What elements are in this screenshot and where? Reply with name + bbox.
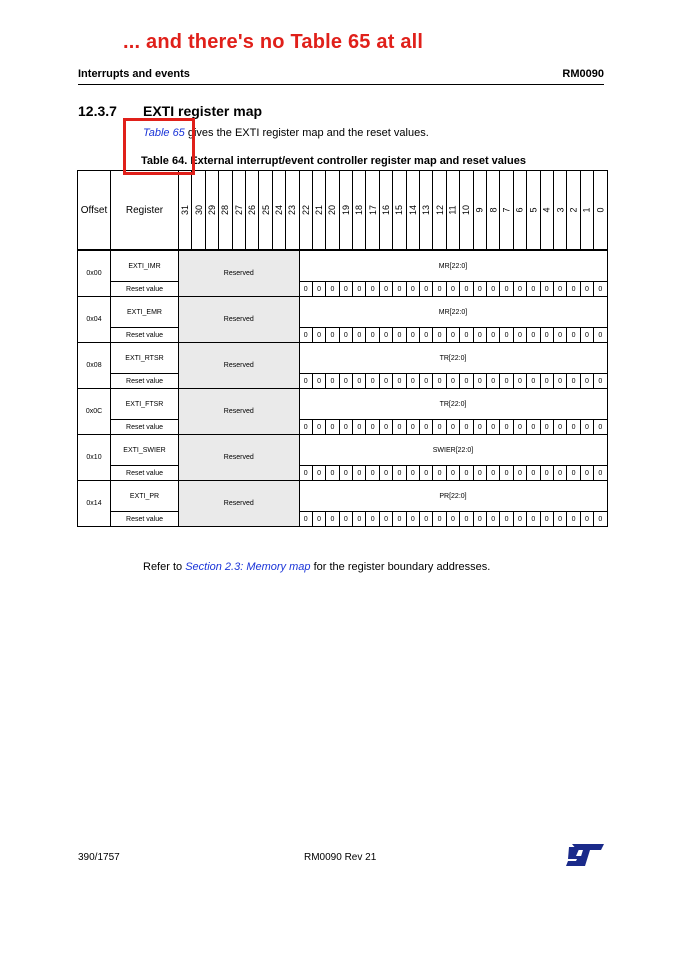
reset-bit: 0 xyxy=(393,420,406,435)
reset-bit: 0 xyxy=(393,512,406,527)
reset-bit: 0 xyxy=(312,420,325,435)
reset-bit: 0 xyxy=(513,512,526,527)
reset-bit: 0 xyxy=(366,466,379,481)
bit-header xyxy=(553,171,566,251)
reset-bit: 0 xyxy=(486,374,499,389)
bit-header xyxy=(500,171,513,251)
bit-header xyxy=(272,171,285,251)
reset-bit: 0 xyxy=(366,374,379,389)
bit-number: 14 xyxy=(407,204,418,216)
reset-bit: 0 xyxy=(513,374,526,389)
header-rule xyxy=(78,84,604,85)
bit-field: PR[22:0] xyxy=(299,481,607,512)
register-offset: 0x00 xyxy=(78,250,111,297)
reset-row xyxy=(78,282,608,297)
reset-bit: 0 xyxy=(326,374,339,389)
reset-row xyxy=(78,374,608,389)
reset-bit: 0 xyxy=(500,282,513,297)
reset-bit: 0 xyxy=(594,466,607,481)
reset-bit: 0 xyxy=(486,328,499,343)
reset-bit: 0 xyxy=(580,512,593,527)
bit-number: 31 xyxy=(180,204,191,216)
reset-bit: 0 xyxy=(540,374,553,389)
bit-header xyxy=(286,171,299,251)
reset-bit: 0 xyxy=(446,328,459,343)
bit-number: 1 xyxy=(581,207,592,213)
annotation-title: ... and there's no Table 65 at all xyxy=(123,31,424,53)
bit-header xyxy=(192,171,205,251)
reset-bit: 0 xyxy=(460,420,473,435)
bit-header xyxy=(205,171,218,251)
bit-number: 29 xyxy=(206,204,217,216)
register-name: EXTI_IMR xyxy=(111,250,179,282)
reset-bit: 0 xyxy=(299,420,312,435)
reset-bit: 0 xyxy=(312,282,325,297)
bit-number: 12 xyxy=(434,204,445,216)
refer-paragraph xyxy=(143,561,490,573)
bit-header xyxy=(312,171,325,251)
reset-bit: 0 xyxy=(446,466,459,481)
bit-number: 19 xyxy=(340,204,351,216)
reset-bit: 0 xyxy=(339,282,352,297)
bit-header xyxy=(379,171,392,251)
bit-header xyxy=(486,171,499,251)
reset-value-label: Reset value xyxy=(111,512,179,527)
register-name: EXTI_RTSR xyxy=(111,343,179,374)
reset-bit: 0 xyxy=(326,328,339,343)
reset-bit: 0 xyxy=(433,466,446,481)
bit-number: 28 xyxy=(220,204,231,216)
reset-row xyxy=(78,466,608,481)
reset-bit: 0 xyxy=(567,512,580,527)
reset-bit: 0 xyxy=(312,328,325,343)
table-row xyxy=(78,297,608,328)
reserved-field: Reserved xyxy=(179,297,300,343)
bit-header xyxy=(460,171,473,251)
page-header-chapter: Interrupts and events xyxy=(78,68,190,80)
bit-number: 18 xyxy=(354,204,365,216)
reset-bit: 0 xyxy=(420,512,433,527)
reset-bit: 0 xyxy=(353,328,366,343)
reserved-field: Reserved xyxy=(179,343,300,389)
doc-revision: RM0090 Rev 21 xyxy=(304,852,377,863)
bit-header xyxy=(366,171,379,251)
register-map-table xyxy=(77,170,608,527)
reset-bit: 0 xyxy=(339,512,352,527)
reset-bit: 0 xyxy=(379,466,392,481)
register-name: EXTI_PR xyxy=(111,481,179,512)
reset-bit: 0 xyxy=(540,466,553,481)
bit-number: 21 xyxy=(314,204,325,216)
reset-bit: 0 xyxy=(326,282,339,297)
reset-bit: 0 xyxy=(540,512,553,527)
bit-number: 4 xyxy=(541,207,552,213)
bit-number: 2 xyxy=(568,207,579,213)
table-row xyxy=(78,250,608,282)
section-title: EXTI register map xyxy=(143,103,263,119)
bit-header xyxy=(567,171,580,251)
bit-number: 9 xyxy=(474,207,485,213)
reset-bit: 0 xyxy=(486,466,499,481)
reset-bit: 0 xyxy=(353,420,366,435)
bit-header xyxy=(527,171,540,251)
reset-bit: 0 xyxy=(339,328,352,343)
reset-bit: 0 xyxy=(393,328,406,343)
bit-header xyxy=(245,171,258,251)
reset-bit: 0 xyxy=(366,282,379,297)
reset-bit: 0 xyxy=(379,420,392,435)
register-offset: 0x0C xyxy=(78,389,111,435)
reset-bit: 0 xyxy=(420,328,433,343)
reset-bit: 0 xyxy=(527,282,540,297)
reserved-field: Reserved xyxy=(179,389,300,435)
bit-header xyxy=(326,171,339,251)
bit-number: 25 xyxy=(260,204,271,216)
reset-bit: 0 xyxy=(460,282,473,297)
reset-bit: 0 xyxy=(406,374,419,389)
bit-field: TR[22:0] xyxy=(299,389,607,420)
reset-bit: 0 xyxy=(473,374,486,389)
reset-bit: 0 xyxy=(299,282,312,297)
reset-bit: 0 xyxy=(460,512,473,527)
reset-bit: 0 xyxy=(473,420,486,435)
bit-number: 26 xyxy=(247,204,258,216)
reset-bit: 0 xyxy=(460,466,473,481)
bit-number: 13 xyxy=(421,204,432,216)
reset-bit: 0 xyxy=(312,374,325,389)
table-row xyxy=(78,435,608,466)
reset-bit: 0 xyxy=(353,282,366,297)
reset-bit: 0 xyxy=(299,374,312,389)
reset-bit: 0 xyxy=(420,282,433,297)
reset-bit: 0 xyxy=(540,282,553,297)
reset-bit: 0 xyxy=(473,328,486,343)
table-caption: Table 64. External interrupt/event controller register map and reset values xyxy=(141,155,526,167)
bit-number: 6 xyxy=(514,207,525,213)
reset-bit: 0 xyxy=(473,466,486,481)
reset-bit: 0 xyxy=(326,420,339,435)
intro-text: gives the EXTI register map and the reset values. xyxy=(184,127,429,139)
reset-bit: 0 xyxy=(553,420,566,435)
reset-bit: 0 xyxy=(486,512,499,527)
reset-bit: 0 xyxy=(379,512,392,527)
reset-bit: 0 xyxy=(406,466,419,481)
reset-bit: 0 xyxy=(567,282,580,297)
reset-row xyxy=(78,420,608,435)
reset-bit: 0 xyxy=(567,420,580,435)
reset-bit: 0 xyxy=(366,420,379,435)
bit-header xyxy=(513,171,526,251)
reset-bit: 0 xyxy=(527,512,540,527)
reset-bit: 0 xyxy=(433,282,446,297)
bit-number: 3 xyxy=(555,207,566,213)
bit-field: MR[22:0] xyxy=(299,297,607,328)
bit-header xyxy=(594,171,607,251)
bit-header xyxy=(406,171,419,251)
reset-bit: 0 xyxy=(406,420,419,435)
bit-header xyxy=(420,171,433,251)
reset-bit: 0 xyxy=(353,374,366,389)
bit-header xyxy=(339,171,352,251)
bit-header xyxy=(219,171,232,251)
bit-header xyxy=(540,171,553,251)
reset-bit: 0 xyxy=(486,420,499,435)
reset-row xyxy=(78,328,608,343)
memory-map-link[interactable]: Section 2.3: Memory map xyxy=(185,561,311,573)
reset-bit: 0 xyxy=(446,512,459,527)
reset-bit: 0 xyxy=(339,374,352,389)
table-row xyxy=(78,481,608,512)
bit-field: MR[22:0] xyxy=(299,250,607,282)
reset-value-label: Reset value xyxy=(111,420,179,435)
bit-number: 8 xyxy=(488,207,499,213)
reset-bit: 0 xyxy=(326,466,339,481)
reset-bit: 0 xyxy=(567,466,580,481)
reset-bit: 0 xyxy=(446,282,459,297)
reset-bit: 0 xyxy=(553,282,566,297)
reserved-field: Reserved xyxy=(179,435,300,481)
reset-bit: 0 xyxy=(580,374,593,389)
reset-bit: 0 xyxy=(366,328,379,343)
reset-bit: 0 xyxy=(460,374,473,389)
table-65-link[interactable]: Table 65 xyxy=(143,127,185,139)
bit-number: 17 xyxy=(367,204,378,216)
reserved-field: Reserved xyxy=(179,250,300,297)
reset-bit: 0 xyxy=(353,512,366,527)
offset-header: Offset xyxy=(78,171,111,251)
bit-field: SWIER[22:0] xyxy=(299,435,607,466)
bit-header xyxy=(353,171,366,251)
bit-number: 11 xyxy=(448,205,458,215)
bit-number: 20 xyxy=(327,204,338,216)
section-number: 12.3.7 xyxy=(78,103,117,119)
reset-bit: 0 xyxy=(527,466,540,481)
register-offset: 0x04 xyxy=(78,297,111,343)
reset-value-label: Reset value xyxy=(111,328,179,343)
register-offset: 0x10 xyxy=(78,435,111,481)
reset-bit: 0 xyxy=(594,374,607,389)
reset-bit: 0 xyxy=(553,328,566,343)
page-number: 390/1757 xyxy=(78,852,120,863)
register-name: EXTI_EMR xyxy=(111,297,179,328)
reset-bit: 0 xyxy=(433,420,446,435)
reset-bit: 0 xyxy=(553,374,566,389)
bit-header xyxy=(299,171,312,251)
reset-bit: 0 xyxy=(594,328,607,343)
reset-bit: 0 xyxy=(339,466,352,481)
reset-bit: 0 xyxy=(420,466,433,481)
reset-bit: 0 xyxy=(513,328,526,343)
reset-bit: 0 xyxy=(420,374,433,389)
bit-number: 7 xyxy=(501,207,512,213)
bit-header xyxy=(179,171,192,251)
bit-number: 30 xyxy=(193,204,204,216)
bit-header xyxy=(446,171,459,251)
bit-header xyxy=(580,171,593,251)
reset-bit: 0 xyxy=(299,328,312,343)
reset-bit: 0 xyxy=(486,282,499,297)
reset-bit: 0 xyxy=(513,466,526,481)
table-row xyxy=(78,389,608,420)
reserved-field: Reserved xyxy=(179,481,300,527)
reset-bit: 0 xyxy=(500,512,513,527)
reset-bit: 0 xyxy=(393,374,406,389)
reset-bit: 0 xyxy=(553,512,566,527)
reset-bit: 0 xyxy=(460,328,473,343)
bit-number: 27 xyxy=(233,204,244,216)
reset-bit: 0 xyxy=(446,374,459,389)
reset-bit: 0 xyxy=(446,420,459,435)
refer-prefix: Refer to xyxy=(143,561,186,573)
reset-value-label: Reset value xyxy=(111,374,179,389)
reset-bit: 0 xyxy=(406,512,419,527)
reset-bit: 0 xyxy=(420,420,433,435)
bit-header xyxy=(473,171,486,251)
refer-suffix: for the register boundary addresses. xyxy=(310,561,491,573)
bit-header xyxy=(232,171,245,251)
register-offset: 0x14 xyxy=(78,481,111,527)
reset-bit: 0 xyxy=(594,420,607,435)
reset-row xyxy=(78,512,608,527)
reset-bit: 0 xyxy=(299,466,312,481)
reset-bit: 0 xyxy=(594,282,607,297)
reset-value-label: Reset value xyxy=(111,466,179,481)
reset-bit: 0 xyxy=(433,374,446,389)
reset-bit: 0 xyxy=(353,466,366,481)
bit-number: 10 xyxy=(461,204,472,216)
st-logo-icon xyxy=(566,844,604,866)
reset-bit: 0 xyxy=(500,328,513,343)
bit-header xyxy=(433,171,446,251)
bit-header xyxy=(259,171,272,251)
table-row xyxy=(78,343,608,374)
bit-number: 0 xyxy=(595,207,606,213)
reset-bit: 0 xyxy=(567,374,580,389)
bit-number: 24 xyxy=(273,204,284,216)
reset-bit: 0 xyxy=(540,420,553,435)
reset-value-label: Reset value xyxy=(111,282,179,297)
reset-bit: 0 xyxy=(580,328,593,343)
bit-number: 23 xyxy=(287,204,298,216)
reset-bit: 0 xyxy=(580,282,593,297)
reset-bit: 0 xyxy=(433,328,446,343)
reset-bit: 0 xyxy=(553,466,566,481)
register-header: Register xyxy=(111,171,179,251)
reset-bit: 0 xyxy=(393,282,406,297)
reset-bit: 0 xyxy=(433,512,446,527)
bit-number: 5 xyxy=(528,207,539,213)
reset-bit: 0 xyxy=(379,374,392,389)
reset-bit: 0 xyxy=(379,328,392,343)
reset-bit: 0 xyxy=(312,512,325,527)
bit-field: TR[22:0] xyxy=(299,343,607,374)
register-name: EXTI_SWIER xyxy=(111,435,179,466)
reset-bit: 0 xyxy=(527,420,540,435)
reset-bit: 0 xyxy=(339,420,352,435)
reset-bit: 0 xyxy=(473,512,486,527)
reset-bit: 0 xyxy=(580,420,593,435)
bit-number: 15 xyxy=(394,204,405,216)
reset-bit: 0 xyxy=(393,466,406,481)
register-name: EXTI_FTSR xyxy=(111,389,179,420)
reset-bit: 0 xyxy=(567,328,580,343)
reset-bit: 0 xyxy=(500,374,513,389)
reset-bit: 0 xyxy=(527,328,540,343)
reset-bit: 0 xyxy=(594,512,607,527)
intro-paragraph xyxy=(143,127,429,139)
reset-bit: 0 xyxy=(513,282,526,297)
bit-header xyxy=(393,171,406,251)
page-header-docid: RM0090 xyxy=(562,68,604,80)
reset-bit: 0 xyxy=(406,282,419,297)
reset-bit: 0 xyxy=(580,466,593,481)
reset-bit: 0 xyxy=(312,466,325,481)
reset-bit: 0 xyxy=(379,282,392,297)
reset-bit: 0 xyxy=(513,420,526,435)
reset-bit: 0 xyxy=(366,512,379,527)
reset-bit: 0 xyxy=(406,328,419,343)
reset-bit: 0 xyxy=(299,512,312,527)
reset-bit: 0 xyxy=(326,512,339,527)
bit-number: 22 xyxy=(300,204,311,216)
reset-bit: 0 xyxy=(527,374,540,389)
reset-bit: 0 xyxy=(540,328,553,343)
reset-bit: 0 xyxy=(500,466,513,481)
reset-bit: 0 xyxy=(473,282,486,297)
reset-bit: 0 xyxy=(500,420,513,435)
register-offset: 0x08 xyxy=(78,343,111,389)
bit-number: 16 xyxy=(381,204,392,216)
